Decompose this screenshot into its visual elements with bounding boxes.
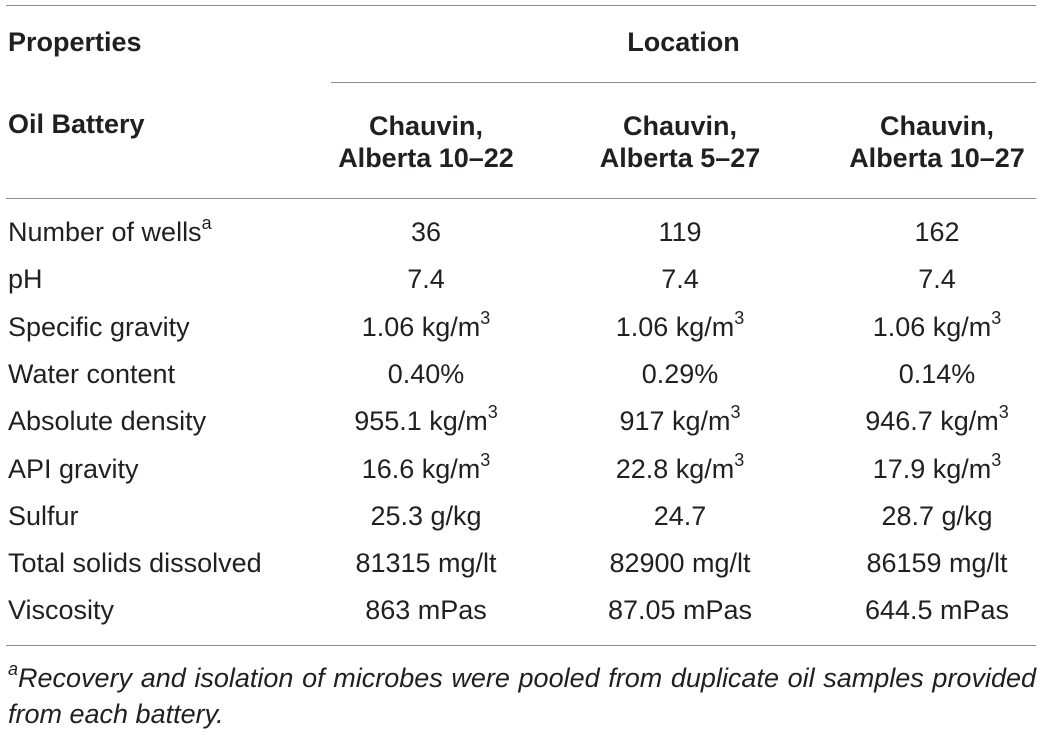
table-cell [331,450,521,485]
table-cell [331,547,521,579]
unit-exponent: 3 [998,402,1009,422]
location-header: Location [627,27,740,57]
unit-exponent: 3 [730,402,741,422]
row-label [8,405,206,437]
cell-value: 644.5 mPas [864,595,1010,625]
cell-value: 917 kg/m [619,406,731,436]
table-cell [331,402,521,437]
cell-value: 86159 mg/lt [866,548,1008,578]
column-header-3 [838,110,1036,174]
cell-value: 0.40% [387,359,465,389]
table-cell [585,402,775,437]
row-label-text: Sulfur [8,501,79,531]
unit-exponent: 3 [734,450,745,470]
footnote-marker: a [8,659,19,679]
table-cell [838,450,1036,485]
table-cell [331,216,521,248]
table-cell [838,263,1036,295]
column-header-2-line1: Chauvin, [622,111,737,141]
header-bottom-rule [6,198,1036,199]
table-cell [585,450,775,485]
table-cell [585,308,775,343]
unit-exponent: 3 [480,450,491,470]
unit-exponent: 3 [480,308,491,328]
table-cell [331,308,521,343]
table-cell [838,308,1036,343]
table-cell [585,216,775,248]
cell-value: 162 [914,217,960,247]
row-label-text: Number of wells [8,217,202,247]
cell-value: 1.06 kg/m [361,312,481,342]
cell-value: 0.14% [898,359,976,389]
row-label-text: Water content [8,359,176,389]
table-cell [331,594,521,626]
row-label-text: Absolute density [8,406,207,436]
cell-value: 25.3 g/kg [370,501,482,531]
column-header-2 [585,110,775,174]
cell-value: 955.1 kg/m [354,406,488,436]
column-header-3-line1: Chauvin, [879,111,994,141]
row-label [8,547,262,579]
row-label [8,311,190,343]
table-cell [585,263,775,295]
cell-value: 28.7 g/kg [881,501,993,531]
cell-value: 946.7 kg/m [865,406,999,436]
table-cell [585,358,775,390]
cell-value: 7.4 [661,264,699,294]
row-label [8,500,79,532]
table-cell [585,594,775,626]
cell-value: 22.8 kg/m [615,454,735,484]
cell-value: 87.05 mPas [607,595,753,625]
column-header-3-line2: Alberta 10–27 [849,143,1025,173]
row-label-text: Specific gravity [8,312,190,342]
row-label [8,594,114,626]
column-header-1 [331,110,521,174]
cell-value: 7.4 [918,264,956,294]
cell-value: 1.06 kg/m [615,312,735,342]
footnote-ref: a [201,213,212,233]
table-cell [838,358,1036,390]
table-cell [838,594,1036,626]
footnote [8,660,1036,732]
cell-value: 863 mPas [365,595,487,625]
table-cell [838,547,1036,579]
unit-exponent: 3 [991,308,1002,328]
row-label [8,358,175,390]
table-cell [585,500,775,532]
top-rule [6,5,1036,6]
cell-value: 81315 mg/lt [355,548,497,578]
row-label-text: Total solids dissolved [8,548,262,578]
table-cell [838,216,1036,248]
column-header-1-line1: Chauvin, [368,111,483,141]
row-label-text: pH [8,264,43,294]
row-label [8,453,139,485]
unit-exponent: 3 [487,402,498,422]
oil-battery-header: Oil Battery [8,109,145,139]
table-cell [331,500,521,532]
cell-value: 16.6 kg/m [361,454,481,484]
cell-value: 0.29% [641,359,719,389]
location-rule [331,82,1036,83]
cell-value: 24.7 [653,501,707,531]
table-cell [838,500,1036,532]
cell-value: 82900 mg/lt [609,548,751,578]
table-bottom-rule [6,645,1036,646]
row-label [8,213,212,248]
table-cell [838,402,1036,437]
table-cell [331,358,521,390]
cell-value: 17.9 kg/m [872,454,992,484]
row-label-text: Viscosity [8,595,115,625]
table-cell [585,547,775,579]
row-label-text: API gravity [8,454,139,484]
cell-value: 36 [410,217,442,247]
footnote-text: Recovery and isolation of microbes were pooled from duplicate oil samples provided from each battery. [8,663,1036,729]
table-cell [331,263,521,295]
cell-value: 119 [658,217,702,247]
unit-exponent: 3 [734,308,745,328]
cell-value: 1.06 kg/m [872,312,992,342]
properties-header: Properties [8,27,142,57]
row-label [8,263,43,295]
unit-exponent: 3 [991,450,1002,470]
cell-value: 7.4 [407,264,445,294]
column-header-2-line2: Alberta 5–27 [599,143,761,173]
column-header-1-line2: Alberta 10–22 [338,143,514,173]
